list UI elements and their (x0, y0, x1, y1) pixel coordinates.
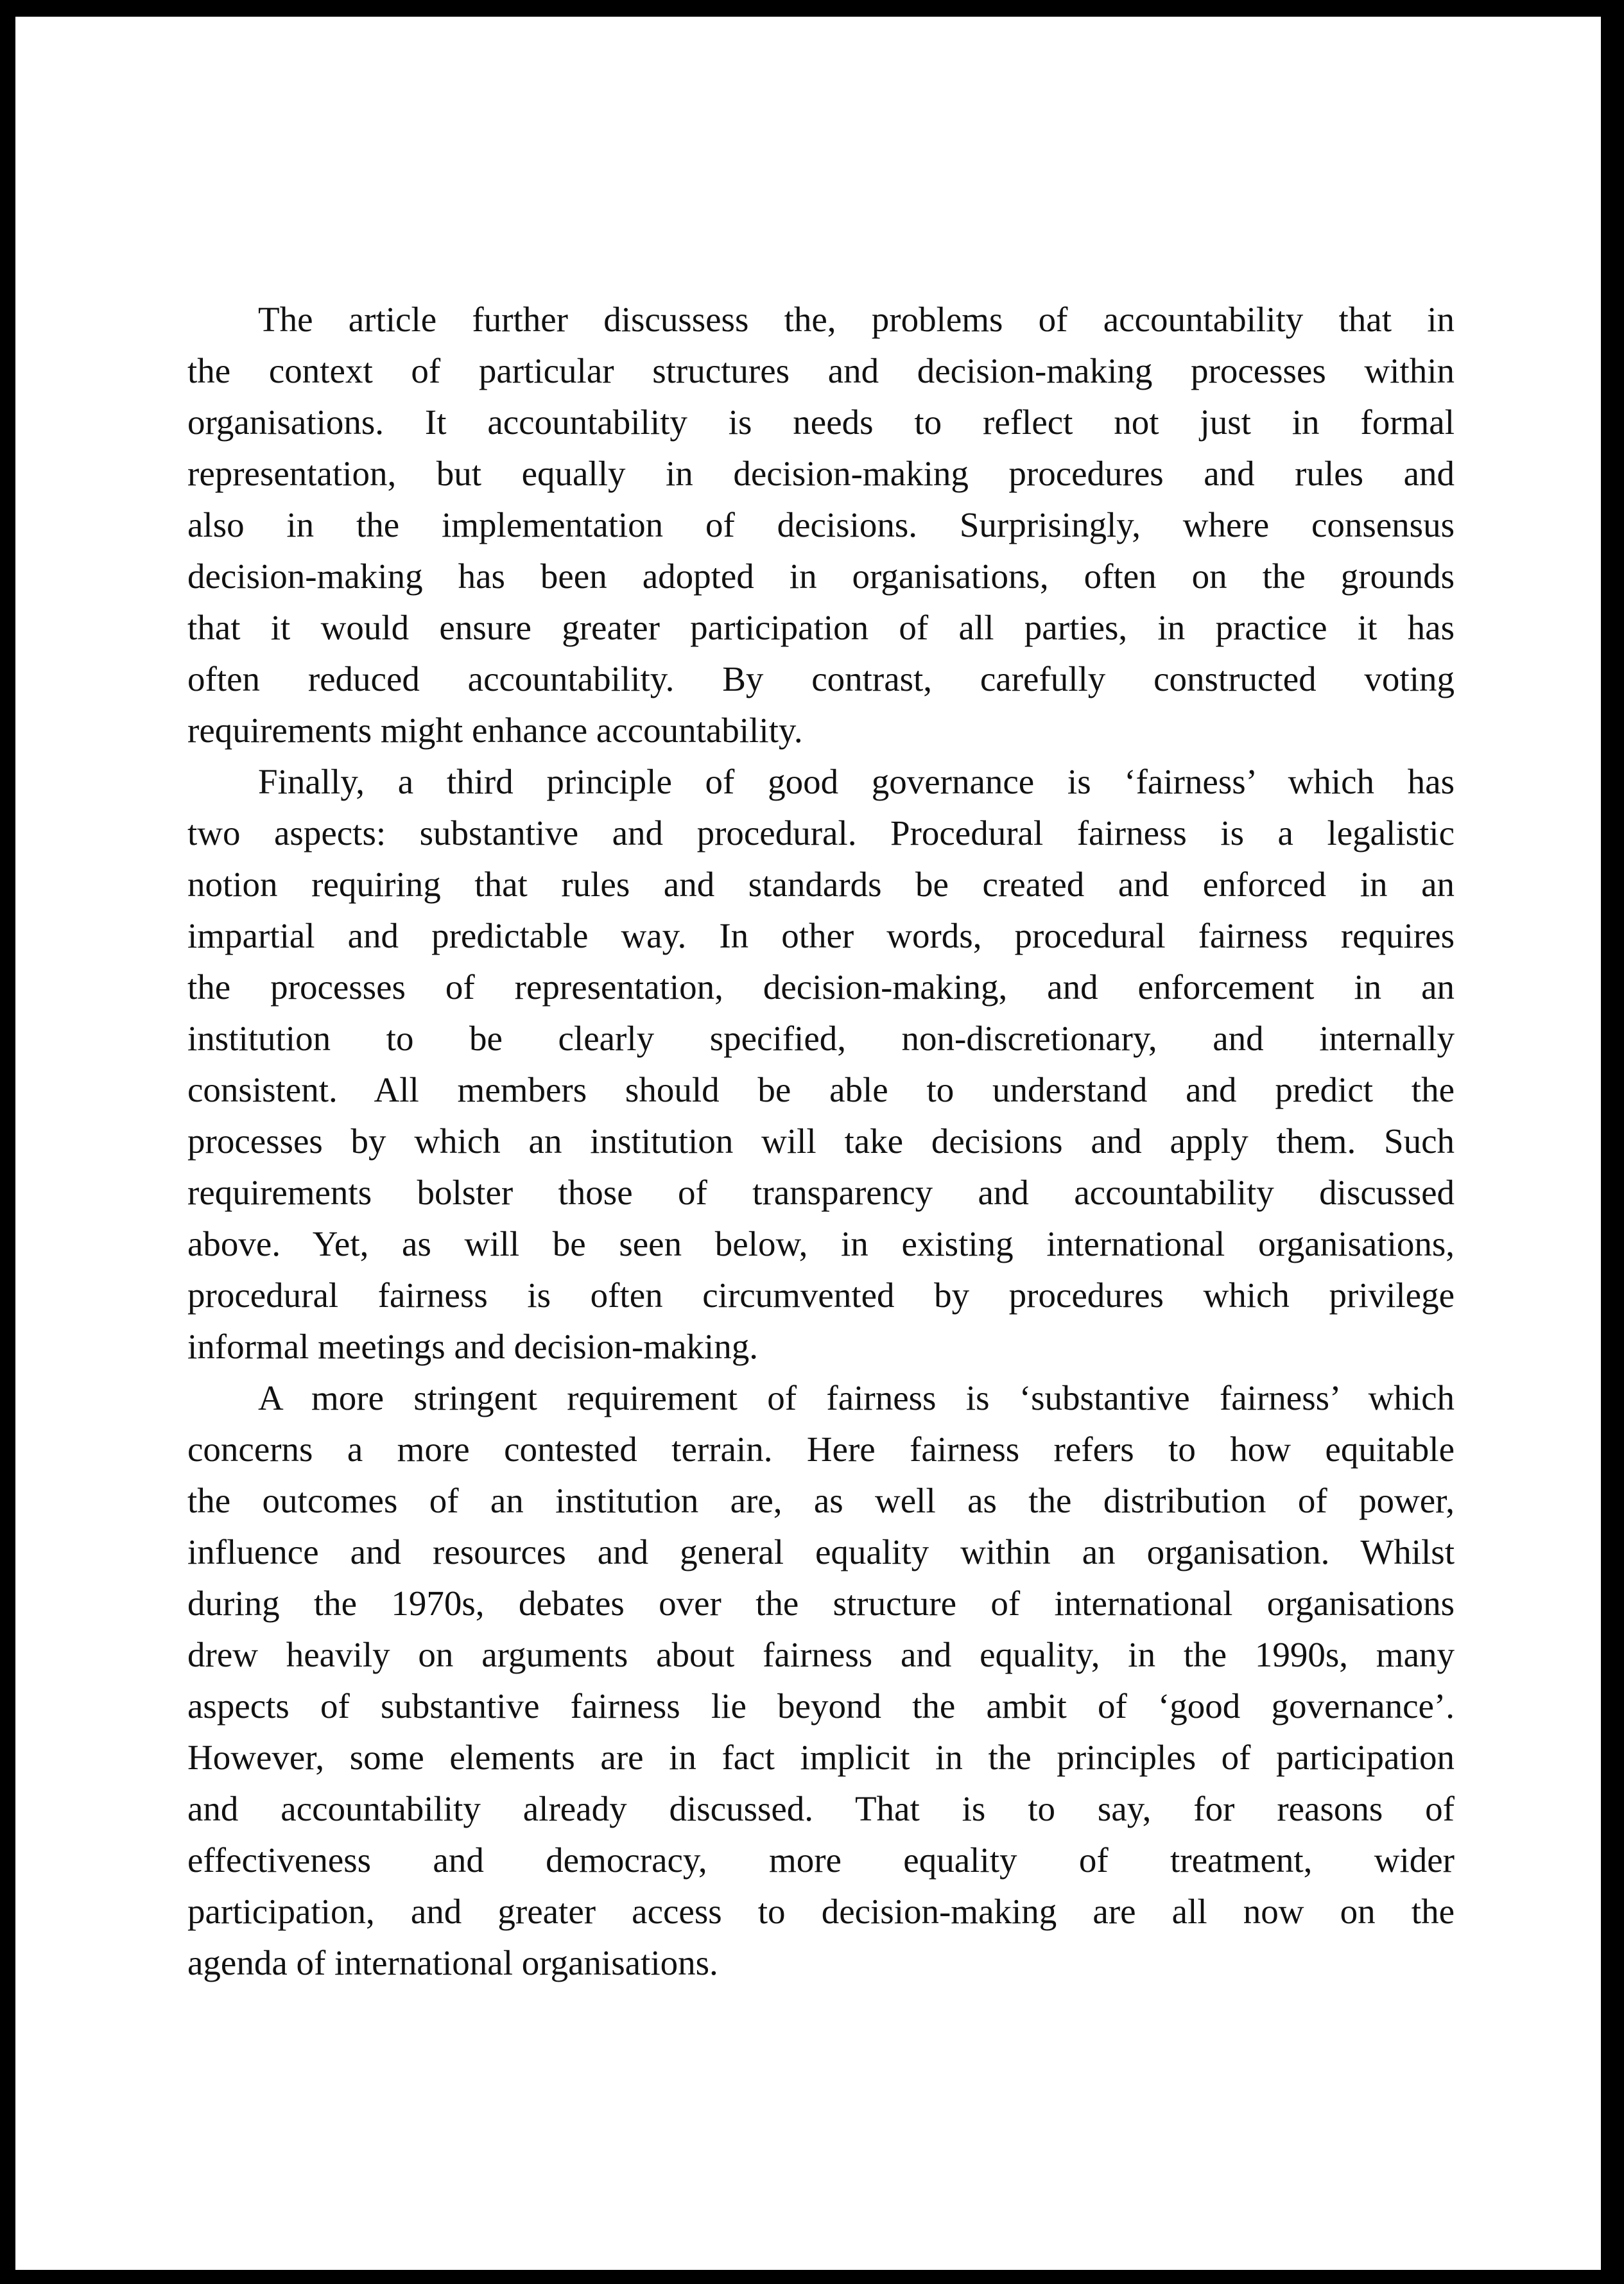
text-line: organisations. It accountability is needs to reflect not just in formal (187, 402, 1455, 442)
text-line: two aspects: substantive and procedural. Procedural fairness is a legalistic (187, 813, 1455, 852)
text-line: concerns a more contested terrain. Here fairness refers to how equitable (187, 1430, 1455, 1469)
text-line: Finally, a third principle of good governance is ‘fairness’ which has (258, 762, 1455, 801)
text-line: The article further discussess the, problems of accountability that in (258, 300, 1455, 339)
text-line: drew heavily on arguments about fairness and equality, in the 1990s, many (187, 1635, 1455, 1674)
text-line: procedural fairness is often circumvented by procedures which privilege (187, 1276, 1455, 1315)
text-line: during the 1970s, debates over the structure of international organisations (187, 1584, 1455, 1623)
text-line: the processes of representation, decision-making, and enforcement in an (187, 967, 1455, 1007)
text-line: representation, but equally in decision-making procedures and rules and (187, 454, 1455, 493)
text-line: decision-making has been adopted in organisations, often on the grounds (187, 557, 1455, 596)
text-line: requirements bolster those of transparency and accountability discussed (187, 1173, 1455, 1212)
body-text (187, 294, 1455, 1989)
text-line: effectiveness and democracy, more equality of treatment, wider (187, 1840, 1455, 1880)
text-line: that it would ensure greater participation of all parties, in practice it has (187, 608, 1455, 647)
document-page (15, 17, 1601, 2270)
text-line: requirements might enhance accountability. (187, 711, 803, 750)
text-line: influence and resources and general equality within an organisation. Whilst (187, 1532, 1455, 1571)
text-line: However, some elements are in fact implicit in the principles of participation (187, 1738, 1455, 1777)
text-line: and accountability already discussed. That is to say, for reasons of (187, 1789, 1455, 1828)
text-line: impartial and predictable way. In other words, procedural fairness requires (187, 916, 1455, 955)
text-line: often reduced accountability. By contrast, carefully constructed voting (187, 659, 1455, 698)
paragraph-accountability (187, 294, 1455, 756)
paragraph-substantive-fairness (187, 1372, 1455, 1989)
text-line: processes by which an institution will take decisions and apply them. Such (187, 1121, 1455, 1161)
text-line: consistent. All members should be able to understand and predict the (187, 1070, 1455, 1109)
text-line: notion requiring that rules and standards be created and enforced in an (187, 865, 1455, 904)
text-line: aspects of substantive fairness lie beyond the ambit of ‘good governance’. (187, 1686, 1455, 1726)
paragraph-procedural-fairness (187, 756, 1455, 1372)
text-line: also in the implementation of decisions. Surprisingly, where consensus (187, 505, 1455, 544)
text-line: participation, and greater access to decision-making are all now on the (187, 1892, 1455, 1931)
text-line: the outcomes of an institution are, as well as the distribution of power, (187, 1481, 1455, 1520)
text-line: agenda of international organisations. (187, 1943, 718, 1982)
text-line: A more stringent requirement of fairness is ‘substantive fairness’ which (258, 1378, 1455, 1417)
text-line: institution to be clearly specified, non-discretionary, and internally (187, 1019, 1455, 1058)
text-line: informal meetings and decision-making. (187, 1327, 758, 1366)
text-line: above. Yet, as will be seen below, in existing international organisations, (187, 1224, 1455, 1263)
text-line: the context of particular structures and decision-making processes within (187, 351, 1455, 390)
